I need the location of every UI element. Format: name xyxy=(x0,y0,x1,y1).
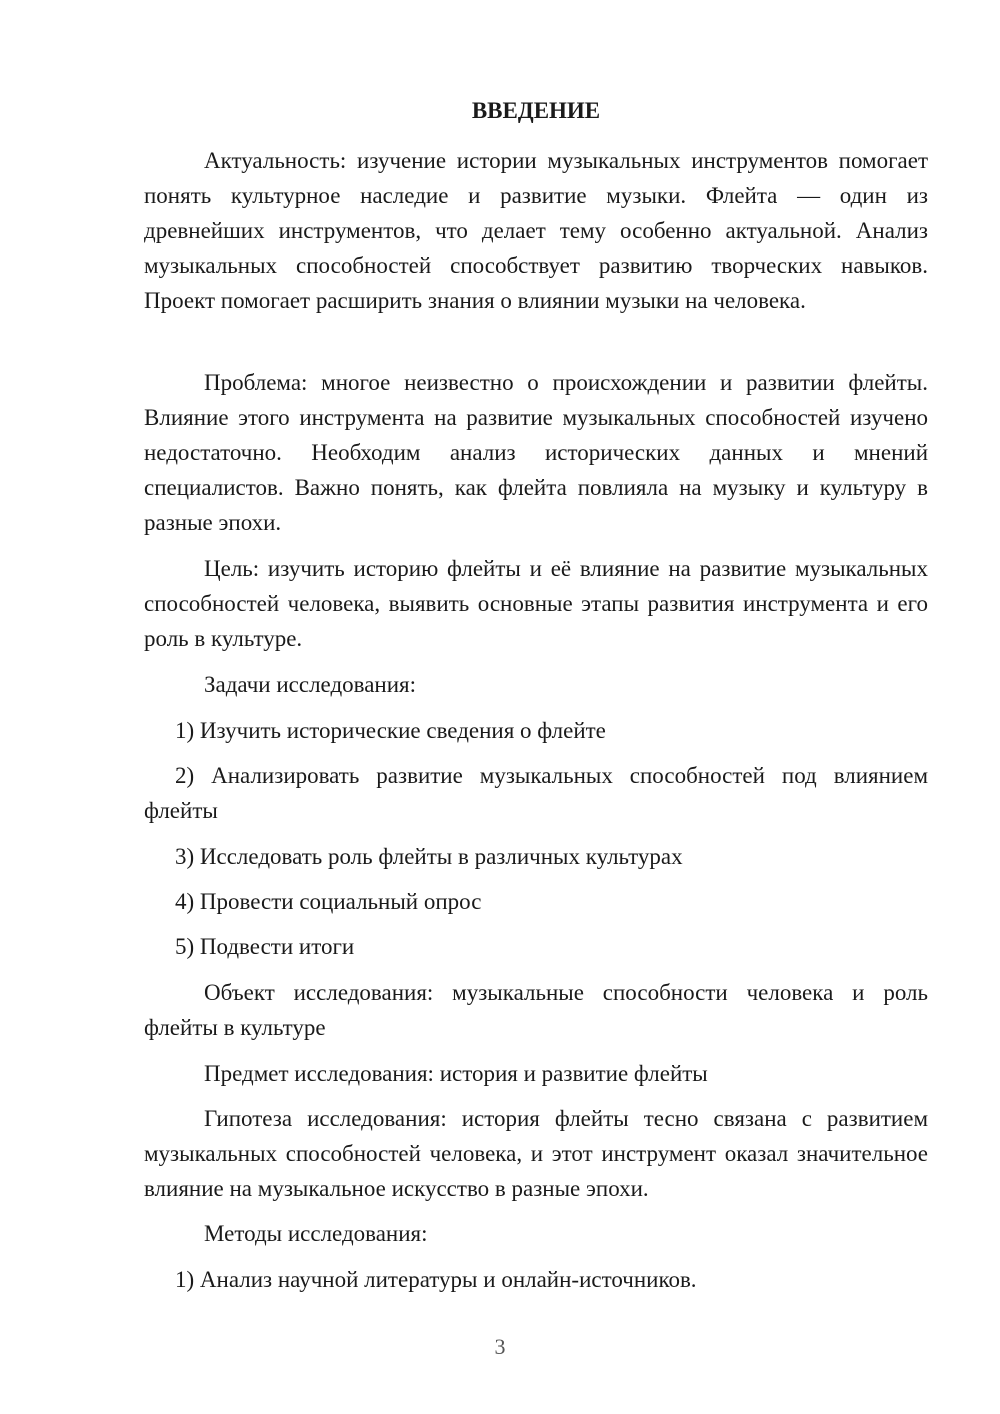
methods-heading: Методы исследования: xyxy=(204,1221,428,1246)
tasks-heading: Задачи исследования: xyxy=(204,672,417,697)
task-item-1: 1) Изучить исторические сведения о флейте xyxy=(175,718,606,743)
task-item-4: 4) Провести социальный опрос xyxy=(175,889,482,914)
subject-paragraph: Предмет исследования: история и развитие флейты xyxy=(204,1061,708,1086)
page-title: ВВЕДЕНИЕ xyxy=(471,98,601,123)
page-number: 3 xyxy=(494,1334,506,1359)
relevance-paragraph: Актуальность: изучение истории музыкальных инструментов помогает понять культурное наследие и развитие музыки. Флейта — один из древнейших инструментов, что делает тему особенно актуальной. Анализ музыкальных способностей способствует развитию творческих навыков. Проект помогает расширить знания о влиянии музыки на человека. xyxy=(144,148,928,313)
object-paragraph: Объект исследования: музыкальные способности человека и роль флейты в культуре xyxy=(144,980,928,1040)
task-item-5: 5) Подвести итоги xyxy=(175,934,355,959)
task-item-3: 3) Исследовать роль флейты в различных культурах xyxy=(175,844,683,869)
task-item-2: 2) Анализировать развитие музыкальных способностей под влиянием флейты xyxy=(144,763,928,823)
problem-paragraph: Проблема: многое неизвестно о происхождении и развитии флейты. Влияние этого инструмента на развитие музыкальных способностей изучено недостаточно. Необходим анализ исторических данных и мнений специалистов. Важно понять, как флейта повлияла на музыку и культуру в разные эпохи. xyxy=(144,370,928,535)
method-item-1: 1) Анализ научной литературы и онлайн-источников. xyxy=(175,1267,697,1292)
hypothesis-paragraph: Гипотеза исследования: история флейты тесно связана с развитием музыкальных способностей человека, и этот инструмент оказал значительное влияние на музыкальное искусство в разные эпохи. xyxy=(144,1106,928,1201)
goal-paragraph: Цель: изучить историю флейты и её влияние на развитие музыкальных способностей человека, выявить основные этапы развития инструмента и его роль в культуре. xyxy=(144,556,928,651)
